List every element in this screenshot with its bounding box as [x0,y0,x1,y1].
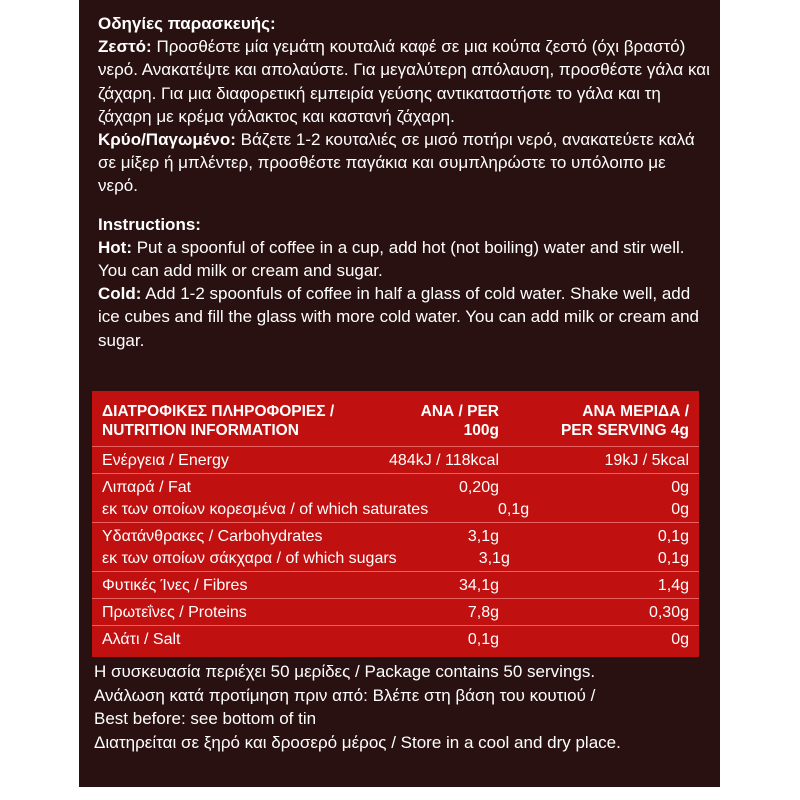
english-cold-label: Cold: [98,284,142,304]
row-name: Πρωτεΐνες / Proteins [102,604,247,621]
english-instructions [98,213,710,352]
header-col1-line2: NUTRITION INFORMATION [102,422,299,439]
greek-cold-label: Κρύο/Παγωμένο: [98,130,236,150]
row-name: Υδατάνθρακες / Carbohydrates [102,528,323,545]
fibres-group [92,572,699,599]
greek-instructions-title: Οδηγίες παρασκευής: [98,14,276,33]
label-panel [79,0,720,787]
row-serving: 0,1g [657,550,689,567]
row-name: Αλάτι / Salt [102,631,181,648]
greek-hot-label: Ζεστό: [98,37,152,57]
header-col2-line2: 100g [463,422,499,439]
header-col1-line1: ΔΙΑΤΡΟΦΙΚΕΣ ΠΛΗΡΟΦΟΡΙΕΣ / [102,403,335,420]
row-serving: 0g [671,479,689,496]
greek-cold-text: Βάζετε 1-2 κουταλιές σε μισό ποτήρι νερό, ανακατεύετε καλά σε μίξερ ή μπλέντερ, προσθέστε παγάκια και συμπληρώστε το υπόλοιπο με νερό. [98,130,695,196]
footer-info [94,660,714,754]
row-per100: 0,1g [498,501,530,518]
servings-text: Η συσκευασία περιέχει 50 μερίδες / Package contains 50 servings. [94,662,596,681]
row-name: Ενέργεια / Energy [102,452,229,469]
row-per100: 3,1g [478,550,510,567]
carbohydrates-group [92,523,699,572]
table-row [92,629,699,651]
table-row [92,526,699,548]
header-nutrient-column [102,402,379,446]
proteins-group [92,599,699,626]
row-per100: 0,20g [458,479,499,496]
fat-group [92,474,699,523]
energy-group [92,447,699,474]
row-per100: 7,8g [467,604,499,621]
row-name: εκ των οποίων κορεσμένα / of which saturates [102,501,429,518]
header-per100-column [379,402,499,446]
table-row [92,450,699,472]
storage-text: Διατηρείται σε ξηρό και δροσερό μέρος / Store in a cool and dry place. [94,732,621,752]
nutrition-table [92,391,699,657]
row-per100: 3,1g [467,528,499,545]
header-col2-line1: ΑΝΑ / PER [420,403,499,420]
row-per100: 484kJ / 118kcal [389,452,499,469]
row-name: Φυτικές Ίνες / Fibres [102,577,248,594]
row-per100: 0,1g [467,631,499,648]
header-col3-line1: ΑΝΑ ΜΕΡΙΔΑ / [582,403,689,420]
salt-group [92,626,699,652]
table-row [92,575,699,597]
english-cold-text: Add 1-2 spoonfuls of coffee in half a glass of cold water. Shake well, add ice cubes and fill the glass with more cold water. You can add milk or cream and sugar. [98,284,699,350]
nutrition-table-header [92,391,699,447]
english-instructions-title: Instructions: [98,214,201,234]
row-serving: 0g [671,501,689,518]
english-hot-instructions [98,236,710,282]
table-row [92,548,699,570]
row-serving: 1,4g [657,577,689,594]
row-name: εκ των οποίων σάκχαρα / of which sugars [102,550,397,567]
table-row [92,499,699,521]
table-row [92,602,699,624]
greek-hot-text: Προσθέστε μία γεμάτη κουταλιά καφέ σε μια κούπα ζεστό (όχι βραστό) νερό. Ανακατέψτε και απολαύστε. Για μεγαλύτερη απόλαυση, προσθέστε γάλα και ζάχαρη. Για μια διαφορετική εμπειρία γεύσης αντικαταστήστε το γάλα και τη ζάχαρη με κρέμα γάλακτος και καστανή ζάχαρη. [98,37,710,126]
table-row [92,477,699,499]
row-serving: 0g [671,631,689,648]
row-serving: 19kJ / 5kcal [604,452,689,469]
header-col3-line2: PER SERVING 4g [560,422,689,439]
best-before-line1: Ανάλωση κατά προτίμηση πριν από: Βλέπε στη βάση του κουτιού / [94,685,596,705]
row-serving: 0,30g [648,604,689,621]
row-serving: 0,1g [657,528,689,545]
best-before-line2: Best before: see bottom of tin [94,709,317,728]
header-serving-column [499,402,689,446]
greek-cold-instructions [98,128,710,198]
greek-hot-instructions [98,35,710,128]
row-per100: 34,1g [458,577,499,594]
english-hot-label: Hot: [98,237,132,257]
english-cold-instructions [98,282,710,352]
greek-instructions [98,12,710,198]
english-hot-text: Put a spoonful of coffee in a cup, add hot (not boiling) water and stir well. You can add milk or cream and sugar. [98,237,685,281]
row-name: Λιπαρά / Fat [102,479,192,496]
